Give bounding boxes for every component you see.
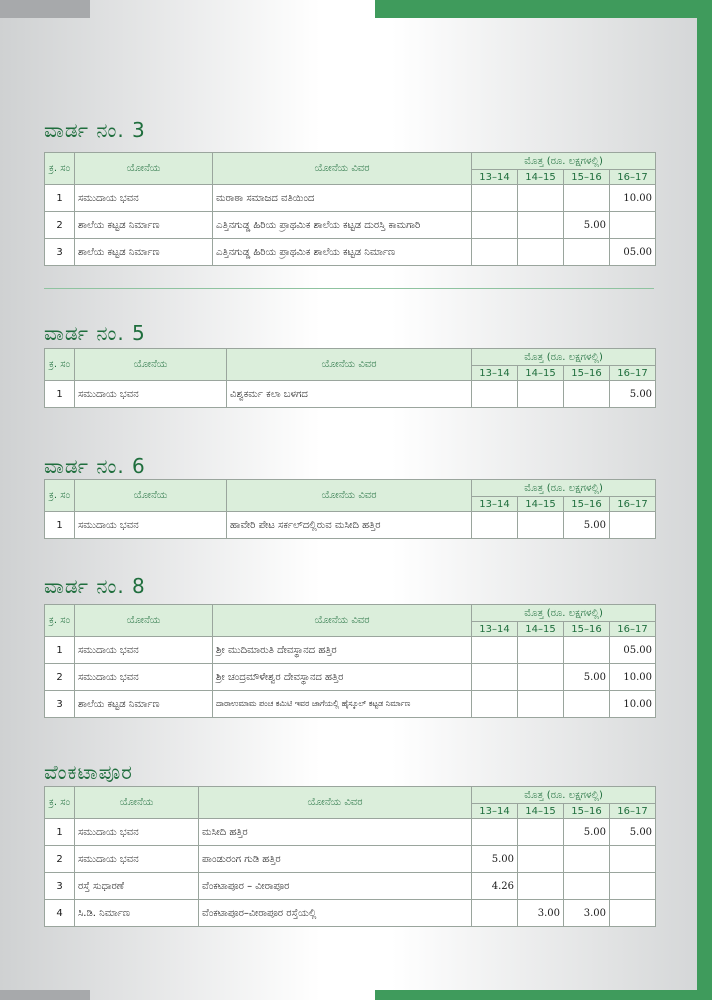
row-number: 2 bbox=[45, 212, 75, 239]
header-sno: ಕ್ರ. ಸಂ bbox=[45, 153, 75, 185]
row-details: ವೆಂಕಟಾಪೂರ–ವೀರಾಪೂರ ರಸ್ತೆಯಲ್ಲಿ bbox=[199, 900, 472, 927]
top-grey-band bbox=[0, 0, 90, 18]
header-year: 15–16 bbox=[564, 170, 610, 185]
table-row bbox=[45, 691, 656, 718]
amount-16-17: 5.00 bbox=[610, 381, 656, 408]
venkatapur-table bbox=[44, 786, 656, 927]
table-row bbox=[45, 381, 656, 408]
header-total: ಮೊತ್ತ (ರೂ. ಲಕ್ಷಗಳಲ್ಲಿ) bbox=[472, 605, 656, 622]
amount-15-16 bbox=[564, 846, 610, 873]
header-year: 13–14 bbox=[472, 497, 518, 512]
row-details: ಮಸೀದಿ ಹತ್ತಿರ bbox=[199, 819, 472, 846]
amount-15-16 bbox=[564, 691, 610, 718]
header-year: 15–16 bbox=[564, 497, 610, 512]
header-sno: ಕ್ರ. ಸಂ bbox=[45, 480, 75, 512]
header-year: 14–15 bbox=[518, 170, 564, 185]
table-row bbox=[45, 846, 656, 873]
row-details: ಶ್ರೀ ಚಂದ್ರಮೌಳೇಶ್ವರ ದೇವಸ್ಥಾನದ ಹತ್ತಿರ bbox=[213, 664, 472, 691]
row-scheme: ಸಮುದಾಯ ಭವನ bbox=[75, 664, 213, 691]
header-year: 14–15 bbox=[518, 622, 564, 637]
header-total: ಮೊತ್ತ (ರೂ. ಲಕ್ಷಗಳಲ್ಲಿ) bbox=[472, 787, 656, 804]
amount-13-14 bbox=[472, 212, 518, 239]
section-heading-ward-6: ವಾರ್ಡ ನಂ. 6 bbox=[44, 454, 146, 478]
ward-5-table bbox=[44, 348, 656, 408]
row-number: 1 bbox=[45, 637, 75, 664]
header-year: 14–15 bbox=[518, 366, 564, 381]
header-total: ಮೊತ್ತ (ರೂ. ಲಕ್ಷಗಳಲ್ಲಿ) bbox=[472, 153, 656, 170]
row-number: 2 bbox=[45, 664, 75, 691]
amount-14-15 bbox=[518, 819, 564, 846]
header-total: ಮೊತ್ತ (ರೂ. ಲಕ್ಷಗಳಲ್ಲಿ) bbox=[472, 480, 656, 497]
header-scheme: ಯೋನೆಯ bbox=[75, 787, 199, 819]
row-details: ಎತ್ತಿನಗುಡ್ಡ ಹಿರಿಯ ಪ್ರಾಥಮಿಕ ಶಾಲೆಯ ಕಟ್ಟಡ ದುರಸ್ತಿ ಕಾಮಗಾರಿ bbox=[213, 212, 472, 239]
amount-13-14 bbox=[472, 381, 518, 408]
amount-13-14 bbox=[472, 637, 518, 664]
amount-14-15 bbox=[518, 691, 564, 718]
amount-13-14 bbox=[472, 239, 518, 266]
header-scheme: ಯೋನೆಯ bbox=[75, 349, 227, 381]
header-year: 16–17 bbox=[610, 622, 656, 637]
amount-13-14 bbox=[472, 664, 518, 691]
amount-14-15 bbox=[518, 873, 564, 900]
header-details: ಯೋನೆಯ ವಿವರ bbox=[227, 349, 472, 381]
bottom-grey-band bbox=[0, 990, 90, 1000]
row-number: 1 bbox=[45, 185, 75, 212]
row-details: ಎತ್ತಿನಗುಡ್ಡ ಹಿರಿಯ ಪ್ರಾಥಮಿಕ ಶಾಲೆಯ ಕಟ್ಟಡ ನಿರ್ಮಾಣ bbox=[213, 239, 472, 266]
amount-15-16 bbox=[564, 381, 610, 408]
amount-16-17: 05.00 bbox=[610, 637, 656, 664]
table-row bbox=[45, 637, 656, 664]
row-details: ದಾರಾಉಮಾಮ ಪಂಚ ಕಮಿಟಿ ಇವರ ಜಾಗೆಯಲ್ಲಿ ಹೈಸ್ಕೂಲ್ ಕಟ್ಟಡ ನಿರ್ಮಾಣ bbox=[213, 691, 472, 718]
header-sno: ಕ್ರ. ಸಂ bbox=[45, 787, 75, 819]
header-year: 16–17 bbox=[610, 804, 656, 819]
amount-15-16 bbox=[564, 185, 610, 212]
ward-6-table bbox=[44, 479, 656, 539]
row-details: ವಿಶ್ವಕರ್ಮ ಕಲಾ ಬಳಗದ bbox=[227, 381, 472, 408]
section-heading-venkatapur: ವೆಂಕಟಾಪೂರ bbox=[44, 760, 133, 784]
amount-16-17 bbox=[610, 212, 656, 239]
amount-16-17: 10.00 bbox=[610, 185, 656, 212]
header-year: 15–16 bbox=[564, 622, 610, 637]
amount-13-14: 5.00 bbox=[472, 846, 518, 873]
row-number: 1 bbox=[45, 819, 75, 846]
table-row bbox=[45, 239, 656, 266]
row-number: 3 bbox=[45, 239, 75, 266]
row-number: 1 bbox=[45, 512, 75, 539]
table-row bbox=[45, 873, 656, 900]
header-sno: ಕ್ರ. ಸಂ bbox=[45, 605, 75, 637]
amount-16-17 bbox=[610, 512, 656, 539]
amount-15-16: 5.00 bbox=[564, 664, 610, 691]
amount-15-16 bbox=[564, 637, 610, 664]
row-scheme: ಸಮುದಾಯ ಭವನ bbox=[75, 185, 213, 212]
ward-3-table bbox=[44, 152, 656, 266]
header-scheme: ಯೋನೆಯ bbox=[75, 605, 213, 637]
row-scheme: ಶಾಲೆಯ ಕಟ್ಟಡ ನಿರ್ಮಾಣ bbox=[75, 691, 213, 718]
row-scheme: ಸಮುದಾಯ ಭವನ bbox=[75, 819, 199, 846]
row-scheme: ಶಾಲೆಯ ಕಟ್ಟಡ ನಿರ್ಮಾಣ bbox=[75, 239, 213, 266]
amount-14-15 bbox=[518, 185, 564, 212]
amount-14-15 bbox=[518, 512, 564, 539]
header-scheme: ಯೋನೆಯ bbox=[75, 480, 227, 512]
section-heading-ward-3: ವಾರ್ಡ ನಂ. 3 bbox=[44, 118, 146, 142]
amount-16-17: 5.00 bbox=[610, 819, 656, 846]
row-details: ಮರಾಠಾ ಸಮಾಜದ ವತಿಯಿಂದ bbox=[213, 185, 472, 212]
row-scheme: ಸಮುದಾಯ ಭವನ bbox=[75, 512, 227, 539]
top-green-band bbox=[375, 0, 712, 18]
header-year: 14–15 bbox=[518, 804, 564, 819]
ward-8-table bbox=[44, 604, 656, 718]
header-year: 13–14 bbox=[472, 622, 518, 637]
row-scheme: ಸಮುದಾಯ ಭವನ bbox=[75, 381, 227, 408]
header-year: 13–14 bbox=[472, 366, 518, 381]
header-scheme: ಯೋನೆಯ bbox=[75, 153, 213, 185]
header-details: ಯೋನೆಯ ವಿವರ bbox=[227, 480, 472, 512]
table-row bbox=[45, 185, 656, 212]
amount-14-15: 3.00 bbox=[518, 900, 564, 927]
amount-15-16: 5.00 bbox=[564, 512, 610, 539]
amount-14-15 bbox=[518, 212, 564, 239]
amount-15-16: 5.00 bbox=[564, 819, 610, 846]
header-year: 13–14 bbox=[472, 804, 518, 819]
section-divider bbox=[44, 288, 654, 289]
amount-16-17 bbox=[610, 873, 656, 900]
amount-15-16 bbox=[564, 873, 610, 900]
header-year: 15–16 bbox=[564, 804, 610, 819]
header-year: 15–16 bbox=[564, 366, 610, 381]
header-year: 16–17 bbox=[610, 366, 656, 381]
header-year: 16–17 bbox=[610, 497, 656, 512]
row-scheme: ಸಿ.ಡಿ. ನಿರ್ಮಾಣ bbox=[75, 900, 199, 927]
header-details: ಯೋನೆಯ ವಿವರ bbox=[213, 605, 472, 637]
amount-13-14 bbox=[472, 185, 518, 212]
amount-13-14 bbox=[472, 691, 518, 718]
amount-13-14: 4.26 bbox=[472, 873, 518, 900]
table-row bbox=[45, 900, 656, 927]
row-number: 4 bbox=[45, 900, 75, 927]
amount-16-17: 10.00 bbox=[610, 691, 656, 718]
amount-15-16: 5.00 bbox=[564, 212, 610, 239]
row-scheme: ಸಮುದಾಯ ಭವನ bbox=[75, 846, 199, 873]
row-number: 3 bbox=[45, 873, 75, 900]
table-row bbox=[45, 664, 656, 691]
amount-14-15 bbox=[518, 664, 564, 691]
amount-14-15 bbox=[518, 381, 564, 408]
row-number: 1 bbox=[45, 381, 75, 408]
header-year: 13–14 bbox=[472, 170, 518, 185]
amount-16-17: 05.00 bbox=[610, 239, 656, 266]
row-scheme: ಸಮುದಾಯ ಭವನ bbox=[75, 637, 213, 664]
row-number: 3 bbox=[45, 691, 75, 718]
amount-13-14 bbox=[472, 819, 518, 846]
row-details: ಹಾವೇರಿ ಪೇಟ ಸರ್ಕಲ್‌ದಲ್ಲಿರುವ ಮಸೀದಿ ಹತ್ತಿರ bbox=[227, 512, 472, 539]
header-year: 16–17 bbox=[610, 170, 656, 185]
section-heading-ward-8: ವಾರ್ಡ ನಂ. 8 bbox=[44, 574, 146, 598]
header-details: ಯೋನೆಯ ವಿವರ bbox=[199, 787, 472, 819]
amount-16-17: 10.00 bbox=[610, 664, 656, 691]
header-sno: ಕ್ರ. ಸಂ bbox=[45, 349, 75, 381]
amount-15-16 bbox=[564, 239, 610, 266]
row-number: 2 bbox=[45, 846, 75, 873]
header-details: ಯೋನೆಯ ವಿವರ bbox=[213, 153, 472, 185]
amount-16-17 bbox=[610, 900, 656, 927]
row-details: ಶ್ರೀ ಮುದಿಮಾರುತಿ ದೇವಸ್ಥಾನದ ಹತ್ತಿರ bbox=[213, 637, 472, 664]
row-details: ವೆಂಕಟಾಪೂರ – ವೀರಾಪೂರ bbox=[199, 873, 472, 900]
amount-13-14 bbox=[472, 512, 518, 539]
bottom-green-band bbox=[375, 990, 712, 1000]
right-green-band bbox=[697, 18, 712, 1000]
row-scheme: ಶಾಲೆಯ ಕಟ್ಟಡ ನಿರ್ಮಾಣ bbox=[75, 212, 213, 239]
amount-14-15 bbox=[518, 239, 564, 266]
row-details: ಪಾಂಡುರಂಗ ಗುಡಿ ಹತ್ತಿರ bbox=[199, 846, 472, 873]
table-row bbox=[45, 819, 656, 846]
amount-15-16: 3.00 bbox=[564, 900, 610, 927]
row-scheme: ರಸ್ತೆ ಸುಧಾರಣೆ bbox=[75, 873, 199, 900]
header-total: ಮೊತ್ತ (ರೂ. ಲಕ್ಷಗಳಲ್ಲಿ) bbox=[472, 349, 656, 366]
amount-14-15 bbox=[518, 637, 564, 664]
amount-14-15 bbox=[518, 846, 564, 873]
table-row bbox=[45, 212, 656, 239]
table-row bbox=[45, 512, 656, 539]
section-heading-ward-5: ವಾರ್ಡ ನಂ. 5 bbox=[44, 321, 146, 345]
amount-13-14 bbox=[472, 900, 518, 927]
header-year: 14–15 bbox=[518, 497, 564, 512]
amount-16-17 bbox=[610, 846, 656, 873]
